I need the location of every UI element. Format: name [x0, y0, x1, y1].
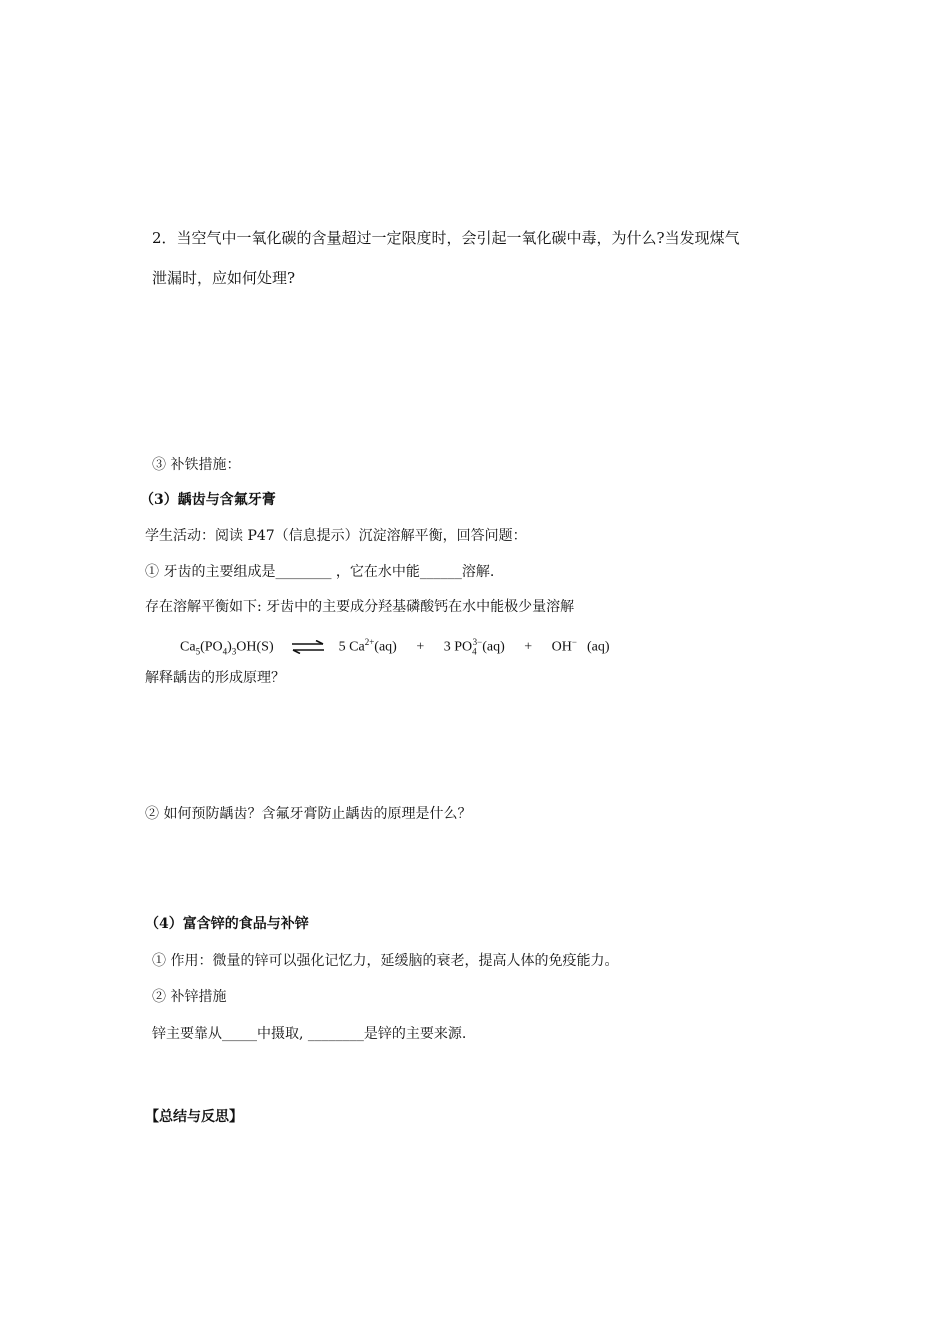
eq-oh-charge: −: [571, 637, 577, 647]
eq-ca-ion: 5 Ca: [338, 639, 365, 655]
section-3-item-1: ① 牙齿的主要组成是________ ，它在水中能______溶解.: [145, 564, 495, 580]
eq-ca: Ca: [180, 639, 196, 655]
eq-oh-state: (aq): [586, 639, 610, 655]
eq-po4-ion: 3 PO: [443, 639, 473, 655]
student-activity: 学生活动：阅读 P47（信息提示）沉淀溶解平衡，回答问题：: [145, 528, 527, 544]
eq-po: (PO: [200, 639, 223, 655]
eq-plus-1: +: [416, 639, 425, 655]
section-3-item-2: ② 如何预防龋齿？含氟牙膏防止龋齿的原理是什么？: [145, 806, 472, 822]
explain-caries: 解释龋齿的形成原理？: [145, 670, 285, 686]
eq-plus-2: +: [524, 639, 533, 655]
eq-oh-solid: OH(S): [236, 639, 274, 655]
section-3-heading: （3）龋齿与含氟牙膏: [140, 492, 276, 508]
question-2-line-2: 泄漏时，应如何处理?: [152, 269, 296, 287]
section-4-item-1: ① 作用：微量的锌可以强化记忆力，延缓脑的衰老，提高人体的免疫能力。: [152, 953, 619, 969]
eq-oh-ion: OH: [551, 639, 572, 655]
eq-po-sub: 4: [222, 646, 228, 657]
eq-ca-state: (aq): [374, 639, 397, 655]
summary-heading: 【总结与反思】: [145, 1109, 243, 1125]
question-2-line-1: 2．当空气中一氧化碳的含量超过一定限度时，会引起一氧化碳中毒，为什么?当发现煤气: [152, 229, 740, 247]
eq-ca-charge: 2+: [364, 637, 375, 647]
eq-po4-state: (aq): [482, 639, 505, 655]
section-4-heading: （4）富含锌的食品与补锌: [145, 916, 309, 932]
iron-measures: ③ 补铁措施：: [152, 457, 241, 473]
eq-ca-sub: 5: [195, 646, 201, 657]
equilibrium-arrow-icon: [291, 640, 325, 654]
section-4-item-2: ② 补锌措施: [152, 989, 227, 1005]
dissolution-equation: [180, 632, 610, 661]
balance-intro: 存在溶解平衡如下: 牙齿中的主要成分羟基磷酸钙在水中能极少量溶解: [145, 599, 575, 615]
section-4-item-3: 锌主要靠从_____中摄取, ________是锌的主要来源.: [152, 1026, 467, 1042]
eq-paren: ): [227, 639, 232, 655]
eq-po4-sub: 4: [472, 646, 477, 657]
eq-paren-sub: 3: [231, 646, 237, 657]
eq-po4-charge: 3−: [472, 637, 483, 647]
